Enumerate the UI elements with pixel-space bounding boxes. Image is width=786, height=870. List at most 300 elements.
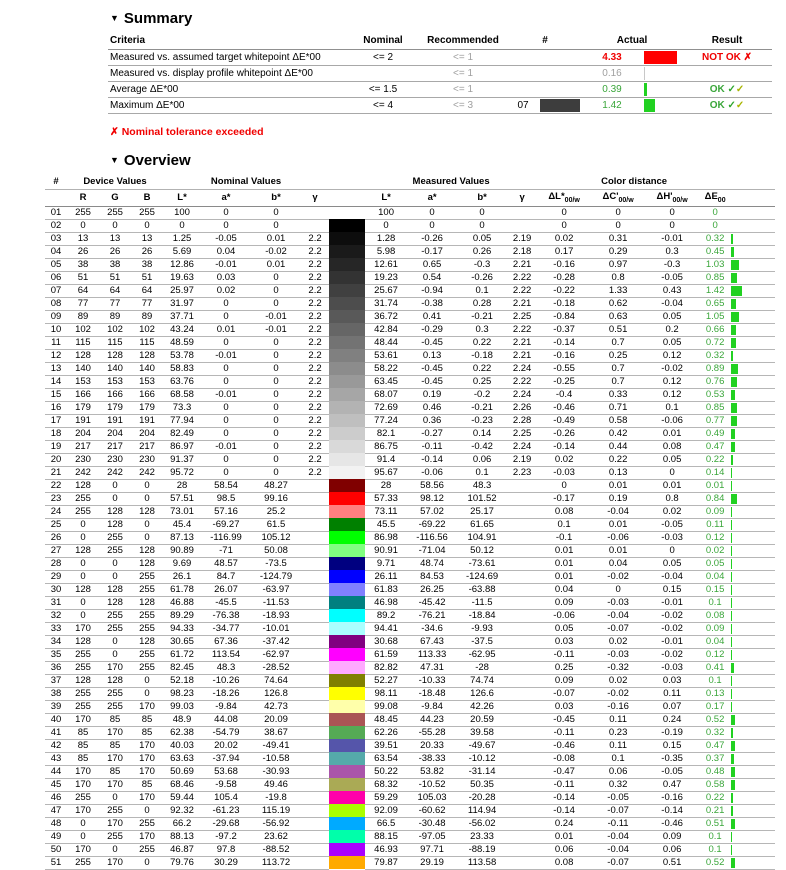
measured-gamma: 2.22 [507, 271, 537, 284]
patch-row [45, 440, 775, 453]
measured-l: 73.11 [365, 505, 407, 518]
delta-e-bar [731, 793, 733, 803]
device-r: 255 [67, 492, 99, 505]
delta-c-value: -0.03 [591, 596, 645, 609]
nominal-b: 0 [251, 271, 301, 284]
delta-c-value: 0.58 [591, 414, 645, 427]
delta-h-value: 0.15 [645, 739, 699, 752]
delta-l-value: 0 [537, 219, 591, 232]
delta-l-value: -0.07 [537, 687, 591, 700]
measured-b: 61.65 [457, 518, 507, 531]
nominal-b: 0 [251, 206, 301, 219]
patch-number: 36 [45, 661, 67, 674]
delta-e-bar-cell [731, 674, 775, 687]
delta-l-value: 0 [537, 479, 591, 492]
delta-e-value: 0.52 [699, 713, 731, 726]
cross-mark-icon: ✗ [743, 52, 753, 63]
measured-b: -124.69 [457, 570, 507, 583]
measured-gamma [507, 804, 537, 817]
delta-c-value: 0.04 [591, 557, 645, 570]
nominal-b: -19.8 [251, 791, 301, 804]
delta-e-value: 0.66 [699, 323, 731, 336]
delta-e-bar-cell [731, 726, 775, 739]
delta-c-value: 0.97 [591, 258, 645, 271]
measured-gamma: 2.21 [507, 349, 537, 362]
device-g: 255 [99, 609, 131, 622]
result-text: NOT OK [701, 52, 744, 63]
device-g: 64 [99, 284, 131, 297]
summary-section-title: Summary [123, 10, 193, 27]
nominal-gamma [301, 583, 329, 596]
measured-b: 0.22 [457, 336, 507, 349]
nominal-l: 73.01 [163, 505, 201, 518]
measured-gamma [507, 700, 537, 713]
measured-b: -0.21 [457, 401, 507, 414]
col-device-r: R [67, 190, 99, 207]
delta-c-value: 0.02 [591, 635, 645, 648]
measured-a: -60.62 [407, 804, 457, 817]
patch-row [45, 375, 775, 388]
nominal-gamma: 2.2 [301, 362, 329, 375]
nominal-a: 0 [201, 219, 251, 232]
delta-e-bar [731, 663, 734, 673]
measured-b: -0.42 [457, 440, 507, 453]
nominal-l: 40.03 [163, 739, 201, 752]
nominal-l: 63.63 [163, 752, 201, 765]
nominal-l: 57.51 [163, 492, 201, 505]
patch-number: 06 [45, 271, 67, 284]
nominal-b: 0.01 [251, 258, 301, 271]
measured-gamma: 2.22 [507, 323, 537, 336]
patch-color-swatch [329, 284, 365, 297]
nominal-a: -9.58 [201, 778, 251, 791]
device-g: 128 [99, 505, 131, 518]
nominal-value: <= 1.5 [348, 82, 418, 98]
delta-l-value: -0.11 [537, 648, 591, 661]
delta-h-value: -0.04 [645, 297, 699, 310]
patch-color-swatch [329, 739, 365, 752]
result-cell [682, 82, 772, 98]
delta-h-value: 0.24 [645, 713, 699, 726]
patch-row [45, 674, 775, 687]
patch-number: 07 [508, 98, 538, 114]
nominal-a: 30.29 [201, 856, 251, 869]
device-b: 0 [131, 531, 163, 544]
nominal-gamma: 2.2 [301, 323, 329, 336]
measured-gamma [507, 739, 537, 752]
device-r: 128 [67, 349, 99, 362]
patch-row [45, 206, 775, 219]
result-cell [682, 66, 772, 82]
patch-number: 25 [45, 518, 67, 531]
delta-e-bar [731, 806, 733, 816]
delta-l-value: 0.03 [537, 635, 591, 648]
delta-h-value: 0.43 [645, 284, 699, 297]
delta-h-value: 0.05 [645, 336, 699, 349]
nominal-l: 82.45 [163, 661, 201, 674]
max-patch-swatch [538, 66, 582, 82]
measured-gamma [507, 492, 537, 505]
delta-l-value: 0.01 [537, 544, 591, 557]
delta-e-bar [731, 741, 735, 751]
device-g: 128 [99, 349, 131, 362]
delta-e-bar-cell [731, 752, 775, 765]
summary-col-nominal: Nominal [348, 33, 418, 50]
col-number-spacer [45, 190, 67, 207]
nominal-l: 25.97 [163, 284, 201, 297]
device-b: 0 [131, 804, 163, 817]
nominal-gamma [301, 219, 329, 232]
measured-b: 0 [457, 206, 507, 219]
nominal-a: 44.08 [201, 713, 251, 726]
patch-number: 13 [45, 362, 67, 375]
measured-gamma [507, 570, 537, 583]
nominal-l: 37.71 [163, 310, 201, 323]
device-g: 255 [99, 804, 131, 817]
delta-e-value: 0.22 [699, 453, 731, 466]
delta-h-value: 0.05 [645, 557, 699, 570]
patch-row [45, 323, 775, 336]
delta-l-value: -0.14 [537, 791, 591, 804]
delta-h-value: 0.8 [645, 492, 699, 505]
delta-l-value: 0.09 [537, 674, 591, 687]
device-r: 85 [67, 726, 99, 739]
delta-e-bar-cell [731, 830, 775, 843]
measured-a: 98.12 [407, 492, 457, 505]
measured-l: 0 [365, 219, 407, 232]
measured-a: -0.14 [407, 453, 457, 466]
delta-e-value: 0.51 [699, 817, 731, 830]
delta-e-value: 0.85 [699, 271, 731, 284]
device-r: 51 [67, 271, 99, 284]
delta-e-bar-cell [731, 687, 775, 700]
nominal-b: 0.01 [251, 232, 301, 245]
device-b: 255 [131, 609, 163, 622]
nominal-gamma: 2.2 [301, 375, 329, 388]
measured-b: -0.3 [457, 258, 507, 271]
patch-row [45, 310, 775, 323]
measured-b: 0.3 [457, 323, 507, 336]
delta-l-value: -0.14 [537, 440, 591, 453]
overview-table [45, 175, 775, 870]
device-r: 85 [67, 739, 99, 752]
delta-l-value: 0.06 [537, 843, 591, 856]
delta-e-bar-cell [731, 739, 775, 752]
nominal-l: 30.65 [163, 635, 201, 648]
measured-a: 0 [407, 219, 457, 232]
measured-a: -45.42 [407, 596, 457, 609]
delta-h-value: -0.01 [645, 635, 699, 648]
patch-color-swatch [329, 440, 365, 453]
patch-number [508, 82, 538, 98]
patch-row [45, 336, 775, 349]
nominal-l: 1.25 [163, 232, 201, 245]
check-mark-icon: ✓ [727, 84, 736, 95]
measured-l: 100 [365, 206, 407, 219]
patch-color-swatch [329, 336, 365, 349]
measured-a: -0.45 [407, 375, 457, 388]
patch-row [45, 778, 775, 791]
delta-c-value: 0.29 [591, 245, 645, 258]
patch-row [45, 635, 775, 648]
nominal-l: 89.29 [163, 609, 201, 622]
nominal-a: -10.26 [201, 674, 251, 687]
device-b: 0 [131, 479, 163, 492]
measured-b: 50.35 [457, 778, 507, 791]
summary-section-header[interactable] [110, 10, 786, 27]
delta-h-value: -0.03 [645, 661, 699, 674]
patch-color-swatch [329, 596, 365, 609]
patch-number: 15 [45, 388, 67, 401]
measured-a: -0.45 [407, 362, 457, 375]
measured-gamma: 2.22 [507, 375, 537, 388]
patch-number: 18 [45, 427, 67, 440]
delta-e-bar-cell [731, 219, 775, 232]
actual-bar-cell [642, 82, 682, 98]
delta-e-bar [731, 364, 738, 374]
device-b: 77 [131, 297, 163, 310]
nominal-l: 82.49 [163, 427, 201, 440]
measured-gamma [507, 661, 537, 674]
nominal-a: 48.57 [201, 557, 251, 570]
check-mark-icon: ✓ [735, 100, 745, 111]
patch-color-swatch [329, 219, 365, 232]
device-b: 255 [131, 622, 163, 635]
measured-a: 47.31 [407, 661, 457, 674]
patch-color-swatch [329, 531, 365, 544]
delta-e-bar [731, 585, 732, 595]
nominal-gamma: 2.2 [301, 466, 329, 479]
measured-b: -49.67 [457, 739, 507, 752]
device-r: 0 [67, 570, 99, 583]
criteria-label: Measured vs. display profile whitepoint ΔE*00 [108, 66, 348, 82]
measured-gamma: 2.26 [507, 401, 537, 414]
nominal-gamma [301, 531, 329, 544]
delta-e-bar [731, 481, 732, 491]
delta-e-bar-cell [731, 336, 775, 349]
measured-gamma [507, 765, 537, 778]
delta-e-bar [731, 247, 734, 257]
patch-number: 07 [45, 284, 67, 297]
delta-h-value: 0.08 [645, 440, 699, 453]
patch-color-swatch [329, 830, 365, 843]
delta-c-value: 0 [591, 206, 645, 219]
delta-e-value: 0.52 [699, 856, 731, 869]
nominal-gamma [301, 804, 329, 817]
patch-color-swatch [329, 843, 365, 856]
patch-color-swatch [329, 687, 365, 700]
delta-c-value: 0.01 [591, 479, 645, 492]
device-r: 255 [67, 648, 99, 661]
delta-l-value: -0.11 [537, 726, 591, 739]
col-nominal-l: L* [163, 190, 201, 207]
nominal-a: 0 [201, 401, 251, 414]
delta-e-bar-cell [731, 453, 775, 466]
delta-e-bar [731, 611, 732, 621]
delta-h-value: 0.15 [645, 583, 699, 596]
delta-e-bar-cell [731, 206, 775, 219]
measured-b: 101.52 [457, 492, 507, 505]
patch-number: 49 [45, 830, 67, 843]
summary-row [108, 98, 772, 114]
device-r: 38 [67, 258, 99, 271]
delta-h-value: -0.06 [645, 414, 699, 427]
patch-color-swatch [329, 518, 365, 531]
delta-l-value: -0.17 [537, 492, 591, 505]
delta-e-bar [731, 325, 736, 335]
delta-e-bar [731, 416, 737, 426]
nominal-b: 49.46 [251, 778, 301, 791]
nominal-b: -88.52 [251, 843, 301, 856]
measured-b: 0 [457, 219, 507, 232]
measured-gamma [507, 687, 537, 700]
nominal-gamma [301, 778, 329, 791]
nominal-a: -97.2 [201, 830, 251, 843]
device-r: 170 [67, 804, 99, 817]
delta-l-value: -0.1 [537, 531, 591, 544]
device-b: 89 [131, 310, 163, 323]
nominal-a: 0.01 [201, 323, 251, 336]
device-g: 191 [99, 414, 131, 427]
patch-number: 32 [45, 609, 67, 622]
nominal-l: 91.37 [163, 453, 201, 466]
measured-b: -62.95 [457, 648, 507, 661]
delta-e-bar [731, 715, 735, 725]
delta-e-bar-cell [731, 245, 775, 258]
delta-c-value: -0.04 [591, 505, 645, 518]
delta-l-value: -0.08 [537, 752, 591, 765]
nominal-b: 0 [251, 388, 301, 401]
device-g: 128 [99, 674, 131, 687]
nominal-b: -37.42 [251, 635, 301, 648]
device-b: 0 [131, 674, 163, 687]
nominal-gamma: 2.2 [301, 388, 329, 401]
measured-b: -0.23 [457, 414, 507, 427]
device-r: 204 [67, 427, 99, 440]
nominal-a: 0 [201, 362, 251, 375]
delta-e-bar-cell [731, 531, 775, 544]
delta-c-value: -0.02 [591, 687, 645, 700]
device-r: 166 [67, 388, 99, 401]
measured-l: 68.07 [365, 388, 407, 401]
max-patch-swatch [538, 98, 582, 114]
delta-c-value: -0.07 [591, 622, 645, 635]
nominal-l: 26.1 [163, 570, 201, 583]
patch-row [45, 700, 775, 713]
delta-e-value: 0.89 [699, 362, 731, 375]
delta-c-value: 0.01 [591, 518, 645, 531]
nominal-b: 0 [251, 466, 301, 479]
measured-l: 53.61 [365, 349, 407, 362]
nominal-gamma [301, 648, 329, 661]
delta-e-bar [731, 572, 732, 582]
device-g: 179 [99, 401, 131, 414]
measured-a: -0.26 [407, 232, 457, 245]
device-g: 204 [99, 427, 131, 440]
check-mark-icon: ✓ [727, 100, 736, 111]
measured-b: -37.5 [457, 635, 507, 648]
nominal-l: 0 [163, 219, 201, 232]
actual-bar-cell [642, 98, 682, 114]
measured-l: 46.93 [365, 843, 407, 856]
delta-l-value: -0.16 [537, 349, 591, 362]
delta-h-value: -0.3 [645, 258, 699, 271]
delta-l-value: -0.06 [537, 609, 591, 622]
measured-b: -18.84 [457, 609, 507, 622]
delta-h-value: 0.12 [645, 375, 699, 388]
delta-l-value: 0.01 [537, 830, 591, 843]
device-g: 13 [99, 232, 131, 245]
device-g: 170 [99, 752, 131, 765]
nominal-a: -0.01 [201, 258, 251, 271]
nominal-a: -18.26 [201, 687, 251, 700]
measured-gamma [507, 817, 537, 830]
delta-c-value: 0.32 [591, 778, 645, 791]
measured-l: 9.71 [365, 557, 407, 570]
measured-l: 63.54 [365, 752, 407, 765]
nominal-a: -45.5 [201, 596, 251, 609]
delta-c-value: 1.33 [591, 284, 645, 297]
device-r: 128 [67, 544, 99, 557]
nominal-b: 38.67 [251, 726, 301, 739]
measured-gamma [507, 518, 537, 531]
delta-e-bar [731, 624, 732, 634]
nominal-gamma [301, 479, 329, 492]
nominal-a: 26.07 [201, 583, 251, 596]
nominal-a: 0.02 [201, 284, 251, 297]
delta-e-bar [731, 494, 737, 504]
criteria-label: Maximum ΔE*00 [108, 98, 348, 114]
nominal-b: 61.5 [251, 518, 301, 531]
delta-c-value: 0.11 [591, 713, 645, 726]
nominal-gamma: 2.2 [301, 336, 329, 349]
nominal-l: 94.33 [163, 622, 201, 635]
measured-l: 89.2 [365, 609, 407, 622]
delta-e-bar [731, 728, 733, 738]
nominal-gamma [301, 492, 329, 505]
device-b: 102 [131, 323, 163, 336]
delta-e-bar [731, 676, 732, 686]
measured-a: 48.74 [407, 557, 457, 570]
device-b: 140 [131, 362, 163, 375]
delta-c-value: -0.04 [591, 830, 645, 843]
measured-b: 20.59 [457, 713, 507, 726]
measured-gamma [507, 531, 537, 544]
patch-row [45, 271, 775, 284]
device-b: 170 [131, 765, 163, 778]
nominal-l: 53.78 [163, 349, 201, 362]
nominal-gamma [301, 596, 329, 609]
actual-bar-cell [642, 66, 682, 82]
delta-e-bar [731, 819, 735, 829]
delta-l-value: 0 [537, 206, 591, 219]
device-r: 0 [67, 557, 99, 570]
nominal-b: -0.02 [251, 245, 301, 258]
summary-col-criteria: Criteria [108, 33, 348, 50]
device-r: 140 [67, 362, 99, 375]
summary-row [108, 82, 772, 98]
patch-row [45, 661, 775, 674]
measured-l: 12.61 [365, 258, 407, 271]
measured-gamma [507, 778, 537, 791]
measured-a: 44.23 [407, 713, 457, 726]
delta-e-value: 0.1 [699, 830, 731, 843]
delta-e-bar [731, 767, 735, 777]
overview-section-header[interactable] [110, 152, 786, 169]
patch-number: 22 [45, 479, 67, 492]
delta-l-value: -0.22 [537, 284, 591, 297]
col-delta-e: $\Delta E_{00}$ [699, 190, 731, 207]
